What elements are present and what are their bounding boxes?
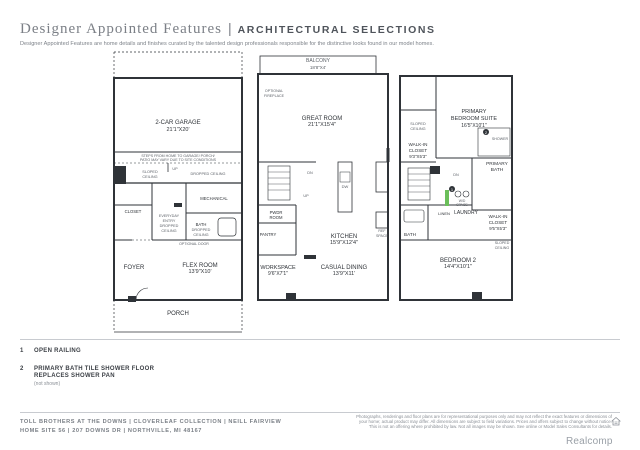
garage-label: 2-CAR GARAGE bbox=[155, 120, 201, 126]
primary-suite-label-2: BEDROOM SUITE bbox=[450, 116, 498, 122]
casual-dining-dim: 13'9"X11' bbox=[332, 271, 356, 277]
balcony-dim: 18'8"X4' bbox=[309, 65, 327, 70]
bath-ceiling: CEILING bbox=[193, 233, 209, 237]
sloped-ceiling-f3-2: CEILING bbox=[410, 127, 426, 131]
optional-fireplace-1: OPTIONAL bbox=[264, 89, 284, 93]
walk-in-2-label-1: WALK-IN bbox=[488, 214, 508, 219]
note-number: 1 bbox=[20, 348, 24, 354]
note-item bbox=[20, 348, 320, 356]
community-line: TOLL BROTHERS AT THE DOWNS | CLOVERLEAF COLLECTION | NEILL FAIRVIEW bbox=[20, 419, 282, 425]
everyday-entry-2: ENTRY bbox=[162, 219, 176, 223]
sloped-ceiling-2: CEILING bbox=[142, 175, 158, 179]
note-subtext: (not shown) bbox=[34, 380, 61, 387]
note-text: OPEN RAILING bbox=[34, 348, 81, 354]
section-divider bbox=[20, 339, 620, 340]
steps-note-2: PATIO MAY VARY DUE TO SITE CONDITIONS bbox=[139, 158, 217, 162]
floor-plan-drawing bbox=[108, 50, 520, 340]
casual-dining-label: CASUAL DINING bbox=[320, 265, 368, 271]
primary-bath-label-2: BATH bbox=[490, 168, 504, 173]
optional-fireplace-2: FIREPLACE bbox=[264, 94, 284, 98]
shower-label: SHOWER bbox=[491, 137, 509, 141]
primary-bath-label-1: PRIMARY bbox=[486, 162, 508, 167]
note-number: 2 bbox=[20, 365, 24, 372]
bedroom2-label: BEDROOM 2 bbox=[439, 258, 477, 264]
everyday-entry-4: CEILING bbox=[161, 229, 177, 233]
dn-label-f3: DN bbox=[453, 173, 459, 177]
wd-space-1: W/D bbox=[458, 199, 466, 203]
marker-1: 1 bbox=[450, 187, 454, 192]
balcony-label: BALCONY bbox=[306, 58, 330, 64]
footer-divider bbox=[20, 412, 620, 413]
porch-label: PORCH bbox=[167, 311, 189, 317]
up-label-f2: UP bbox=[303, 194, 309, 198]
optional-door: OPTIONAL DOOR bbox=[179, 242, 209, 246]
disclaimer-line: This is not an offering where prohibited by law. Not all images may be shown. See online or Model Sales Consultants for details. bbox=[368, 424, 612, 430]
foyer-label: FOYER bbox=[123, 265, 145, 271]
sloped-ceiling-1: SLOPED bbox=[142, 170, 158, 174]
primary-suite-dim: 16'5"X10'1" bbox=[461, 123, 487, 129]
page-description: Designer Appointed Features are home details and finishes curated by the talented design professionals responsible for the distinctive looks found in our model homes. bbox=[20, 41, 434, 47]
kitchen-label: KITCHEN bbox=[330, 234, 358, 240]
workspace-dim: 9'6"X7'1" bbox=[268, 271, 288, 277]
walk-in-1-label-1: WALK-IN bbox=[408, 142, 428, 147]
note-item bbox=[20, 366, 320, 387]
note-text: PRIMARY BATH TILE SHOWER FLOOR bbox=[34, 365, 155, 372]
floor-plan bbox=[108, 50, 520, 340]
realcomp-watermark: Realcomp bbox=[566, 436, 613, 447]
equal-housing-icon bbox=[611, 416, 621, 426]
mechanical-label: MECHANICAL bbox=[200, 196, 228, 201]
title-separator: | bbox=[227, 20, 232, 36]
sloped-ceiling-f3-1: SLOPED bbox=[410, 122, 426, 126]
dw-label: DW bbox=[341, 184, 349, 189]
wd-space-2: SPACE bbox=[456, 203, 468, 207]
flex-room-label: FLEX ROOM bbox=[182, 263, 218, 269]
dropped-ceiling: DROPPED CEILING bbox=[190, 172, 226, 176]
dn-label-f2: DN bbox=[307, 171, 313, 175]
walk-in-2-label-2: CLOSET bbox=[488, 220, 508, 225]
laundry-label: LAUNDRY bbox=[454, 210, 478, 216]
walk-in-1-dim: 9'3"X5'3" bbox=[409, 154, 427, 159]
pantry-label: PANTRY bbox=[259, 232, 277, 237]
marker-2: 2 bbox=[484, 130, 488, 135]
page-subtitle: ARCHITECTURAL SELECTIONS bbox=[237, 24, 436, 36]
walk-in-1-label-2: CLOSET bbox=[408, 148, 428, 153]
sloped-ceiling-f3b-2: CEILING bbox=[494, 246, 510, 250]
closet-label: CLOSET bbox=[124, 209, 142, 214]
everyday-entry-1: EVERYDAY bbox=[158, 214, 180, 218]
pwdr-label-2: ROOM bbox=[269, 215, 283, 220]
up-label-f1: UP bbox=[172, 167, 178, 171]
sloped-ceiling-f3b-1: SLOPED bbox=[494, 241, 510, 245]
header bbox=[20, 20, 620, 47]
flex-room-dim: 13'9"X10' bbox=[188, 269, 212, 275]
great-room-label: GREAT ROOM bbox=[301, 116, 343, 122]
disclaimer-line: your home; actual product may differ. All dimensions are subject to field variations. Prices and offers subject to change without notice. bbox=[358, 419, 612, 425]
bath-dropped: DROPPED bbox=[191, 228, 211, 232]
walk-in-2-dim: 9'5"X5'3" bbox=[489, 226, 507, 231]
ref-space-1: REF bbox=[378, 229, 386, 233]
kitchen-dim: 15'9"X12'4" bbox=[329, 240, 359, 246]
primary-suite-label-1: PRIMARY bbox=[461, 109, 487, 115]
bedroom2-dim: 14'4"X10'1" bbox=[443, 264, 473, 270]
notes-list bbox=[20, 348, 320, 397]
footer-address bbox=[20, 418, 300, 436]
note-text-line2: REPLACES SHOWER PAN bbox=[34, 373, 115, 379]
disclaimer-line: Photographs, renderings and floor plans are for representational purposes only and may not reflect the exact features or dimensions of bbox=[356, 414, 612, 419]
bath-label-f3: BATH bbox=[404, 232, 416, 237]
note-content bbox=[34, 366, 154, 387]
linen-label: LINEN bbox=[438, 211, 450, 216]
great-room-dim: 21'1"X15'4" bbox=[307, 122, 337, 128]
ref-space-2: SPACE bbox=[376, 234, 388, 238]
address-line: HOME SITE 56 | 207 DOWNS DR | NORTHVILLE, MI 48167 bbox=[20, 428, 203, 434]
workspace-label: WORKSPACE bbox=[260, 265, 296, 271]
page-title: Designer Appointed Features bbox=[20, 21, 222, 37]
steps-note-1: STEPS FROM HOME TO GARAGE/ PORCH/ bbox=[141, 154, 215, 158]
garage-dim: 21'1"X20' bbox=[166, 127, 190, 133]
disclaimer bbox=[322, 414, 612, 430]
bath-label-f1: BATH bbox=[195, 222, 207, 227]
pwdr-label-1: PWDR bbox=[269, 210, 283, 215]
title-row bbox=[20, 20, 620, 38]
everyday-entry-3: DROPPED bbox=[159, 224, 179, 228]
